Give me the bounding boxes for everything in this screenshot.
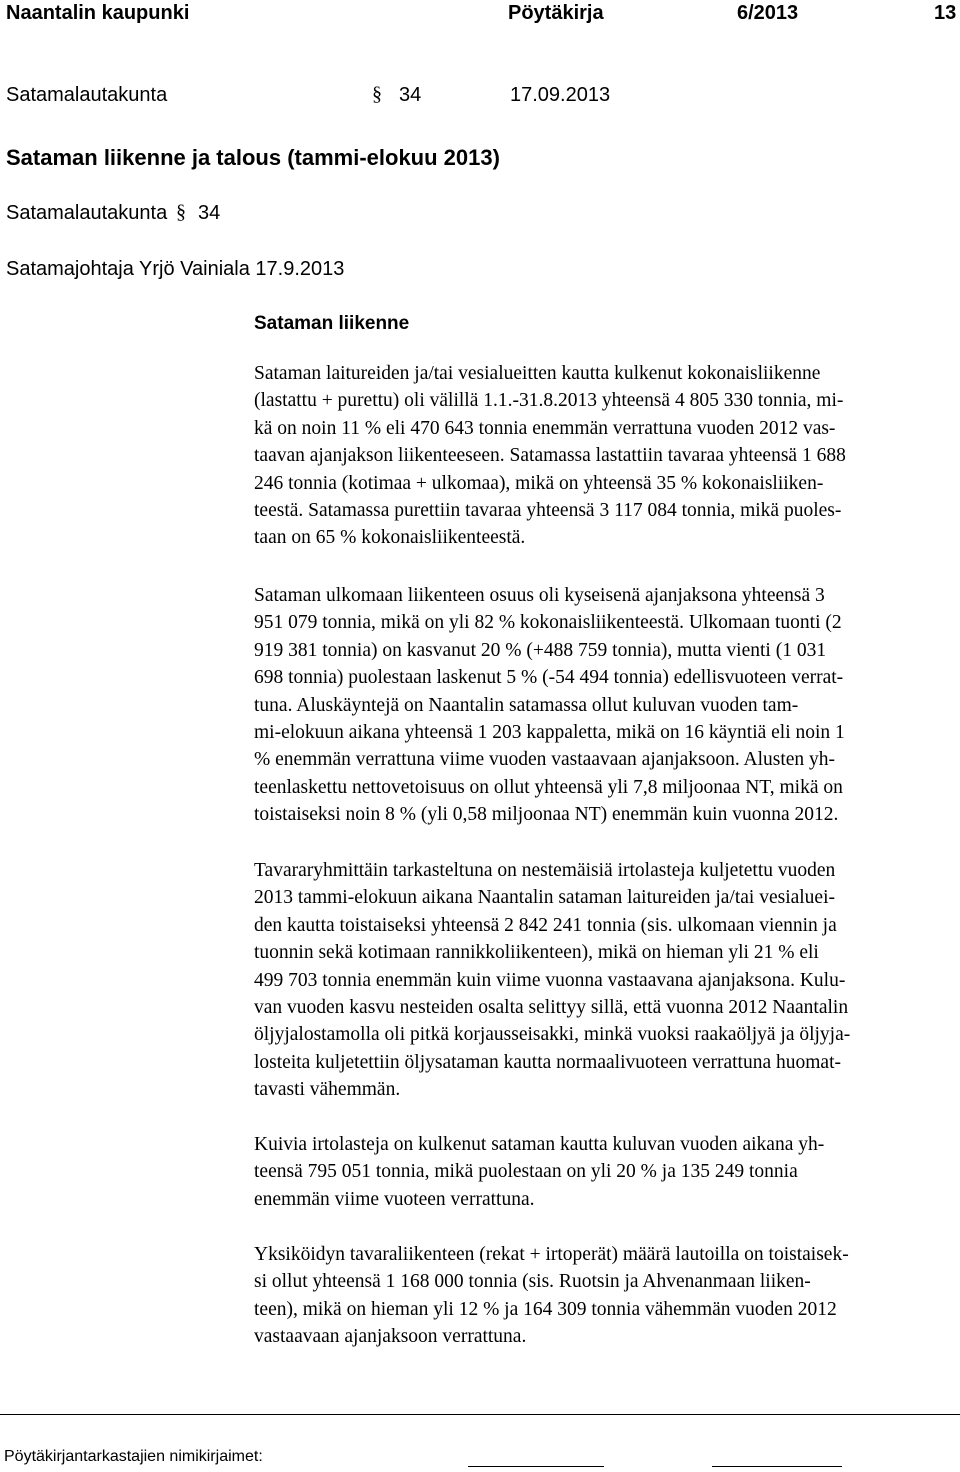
section-number: 34 — [399, 84, 422, 106]
text-line: den kautta toistaiseksi yhteensä 2 842 241 tonnia (sis. ulkomaan viennin ja — [254, 914, 837, 936]
text-line: Sataman ulkomaan liikenteen osuus oli kyseisenä ajanjaksona yhteensä 3 — [254, 585, 825, 606]
text-line: si ollut yhteensä 1 168 000 tonnia (sis. Ruotsin ja Ahvenanmaan liiken- — [254, 1271, 811, 1293]
issue-number: 6/2013 — [737, 2, 799, 24]
text-line: teensä 795 051 tonnia, mikä puolestaan on yli 20 % ja 135 249 tonnia — [254, 1161, 798, 1183]
signature-line-1 — [468, 1466, 604, 1467]
subheading: Sataman liikenne — [254, 313, 410, 334]
text-line: taan on 65 % kokonaisliikenteestä. — [254, 527, 526, 549]
text-line: 698 tonnia) puolestaan laskenut 5 % (-54 494 tonnia) edellisvuoteen verrat- — [254, 667, 844, 689]
text-line: Yksiköidyn tavaraliikenteen (rekat + irtoperät) määrä lautoilla on toistaisek- — [254, 1244, 849, 1265]
page-title: Sataman liikenne ja talous (tammi-elokuu 2013) — [6, 145, 500, 170]
text-line: 919 381 tonnia) on kasvanut 20 % (+488 759 tonnia), mutta vienti (1 031 — [254, 639, 827, 661]
text-line: losteita kuljetettiin öljysataman kautta normaalivuoteen verrattuna huomat- — [254, 1051, 841, 1073]
text-line: tuonnin sekä kotimaan rannikkoliikenteen), mikä on hieman yli 21 % eli — [254, 942, 819, 964]
text-line: 2013 tammi-elokuun aikana Naantalin sataman laitureiden ja/tai vesialuei- — [254, 887, 836, 909]
text-line: (lastattu + purettu) oli välillä 1.1.-31.8.2013 yhteensä 4 805 330 tonnia, mi- — [254, 390, 844, 412]
footer-divider — [0, 1414, 960, 1415]
text-line: teestä. Satamassa purettiin tavaraa yhteensä 3 117 084 tonnia, mikä puoles- — [254, 499, 842, 521]
presenter-line: Satamajohtaja Yrjö Vainiala 17.9.2013 — [6, 258, 345, 280]
paragraph-unitised-cargo — [254, 1241, 954, 1351]
signatures-label: Pöytäkirjantarkastajien nimikirjaimet: — [4, 1448, 263, 1465]
document-type: Pöytäkirja — [508, 2, 604, 24]
text-line: mi-elokuun aikana yhteensä 1 203 kappaletta, mikä on 16 käyntiä eli noin 1 — [254, 721, 845, 743]
text-line: van vuoden kasvu nesteiden osalta selittyy sillä, että vuonna 2012 Naantalin — [254, 996, 849, 1018]
page-number: 13 — [934, 2, 957, 24]
text-line: toistaiseksi noin 8 % (yli 0,58 miljoonaa NT) enemmän kuin vuonna 2012. — [254, 804, 839, 826]
ref-section-sign: § — [176, 201, 186, 223]
text-line: vastaavaan ajanjaksoon verrattuna. — [254, 1326, 527, 1348]
section-sign: § — [372, 83, 382, 105]
paragraph-foreign-traffic — [254, 582, 954, 829]
text-line: öljyjalostamolla oli pitkä korjausseisakki, minkä vuoksi raakaöljyä ja öljyja- — [254, 1024, 851, 1046]
text-line: Kuivia irtolasteja on kulkenut sataman kautta kuluvan vuoden aikana yh- — [254, 1134, 825, 1155]
ref-body: Satamalautakunta — [6, 202, 168, 224]
paragraph-total-traffic — [254, 360, 954, 552]
text-line: Sataman laitureiden ja/tai vesialueitten kautta kulkenut kokonaisliikenne — [254, 363, 821, 384]
text-line: taavan ajanjakson liikenteeseen. Satamassa lastattiin tavaraa yhteensä 1 688 — [254, 445, 846, 467]
text-line: enemmän viime vuoteen verrattuna. — [254, 1188, 535, 1210]
text-line: tuna. Aluskäyntejä on Naantalin satamassa ollut kuluvan vuoden tam- — [254, 694, 799, 716]
paragraph-liquid-bulk — [254, 857, 954, 1104]
paragraph-dry-bulk — [254, 1131, 954, 1213]
text-line: 246 tonnia (kotimaa + ulkomaa), mikä on yhteensä 35 % kokonaisliiken- — [254, 472, 824, 494]
signature-line-2 — [712, 1466, 842, 1467]
text-line: kä on noin 11 % eli 470 643 tonnia enemmän verrattuna vuoden 2012 vas- — [254, 417, 836, 439]
meeting-date: 17.09.2013 — [510, 84, 611, 106]
text-line: teenlaskettu nettovetoisuus on ollut yhteensä yli 7,8 miljoonaa NT, mikä on — [254, 776, 843, 798]
text-line: % enemmän verrattuna viime vuoden vastaavaan ajanjaksoon. Alusten yh- — [254, 749, 836, 771]
text-line: 499 703 tonnia enemmän kuin viime vuonna vastaavana ajanjaksona. Kulu- — [254, 969, 846, 991]
text-line: Tavararyhmittäin tarkasteltuna on nestemäisiä irtolasteja kuljetettu vuoden — [254, 860, 836, 881]
organization-name: Naantalin kaupunki — [6, 2, 190, 24]
text-line: teen), mikä on hieman yli 12 % ja 164 309 tonnia vähemmän vuoden 2012 — [254, 1298, 837, 1320]
text-line: 951 079 tonnia, mikä on yli 82 % kokonaisliikenteestä. Ulkomaan tuonti (2 — [254, 612, 842, 634]
meeting-body: Satamalautakunta — [6, 84, 168, 106]
text-line: tavasti vähemmän. — [254, 1079, 401, 1101]
ref-section-number: 34 — [198, 202, 221, 224]
